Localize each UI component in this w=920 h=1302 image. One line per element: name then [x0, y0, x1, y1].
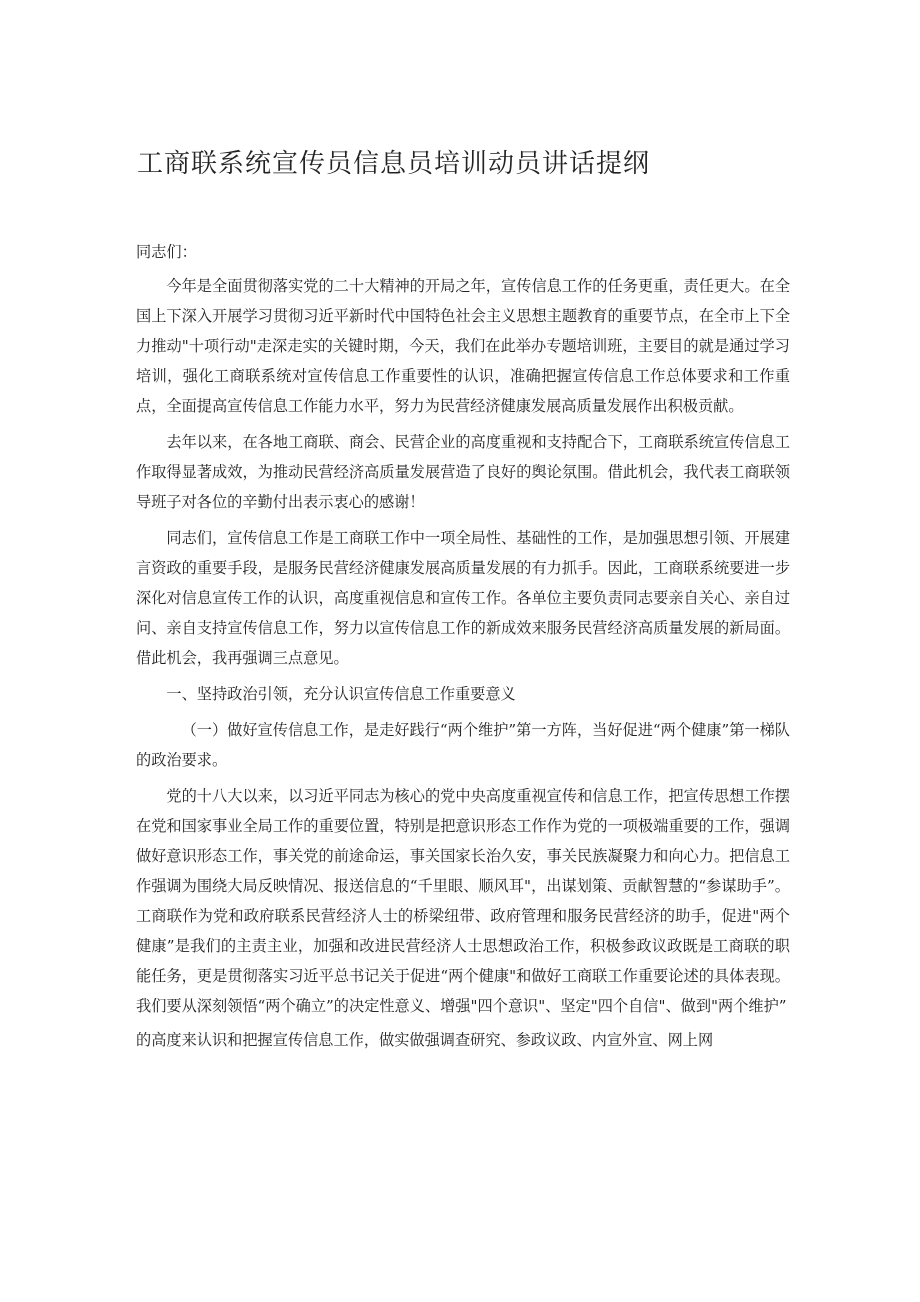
- section-heading-1: 一、坚持政治引领，充分认识宣传信息工作重要意义: [166, 685, 516, 703]
- paragraph-2: 去年以来，在各地工商联、商会、民营企业的高度重视和支持配合下，工商联系统宣传信息工作取得显著成效，为推动民营经济高质量发展营造了良好的舆论氛围。借此机会，我代表工商联领导班子对各位的辛勤付出表示衷心的感谢！: [136, 433, 790, 511]
- paragraph-5-continuation: 的高度来认识和把握宣传信息工作，做实做强调查研究、参政议政、内宣外宣、网上网: [136, 1031, 714, 1049]
- paragraph-4: 党的十八大以来，以习近平同志为核心的党中央高度重视宣传和信息工作，把宣传思想工作摆在党和国家事业全局工作的重要位置，特别是把意识形态工作作为党的一项极端重要的工作，强调做好意识形态工作，事关党的前途命运，事关国家长治久安，事关民族凝聚力和向心力。把信息工作强调为围绕大局反映情况、报送信息的“千里眼、顺风耳"，出谋划策、贡献智慧的“参谋助手”。工商联作为党和政府联系民营经济人士的桥梁纽带、政府管理和服务民营经济的助手，促进"两个健康”是我们的主责主业，加强和改进民营经济人士思想政治工作，积极参政议政既是工商联的职能任务，更是贯彻落实习近平总书记关于促进“两个健康"和做好工商联工作重要论述的具体表现。我们要从深刻领悟“两个确立”的决定性意义、增强"四个意识"、坚定"四个自信"、做到"两个维护”: [136, 787, 790, 1015]
- document-body: [136, 237, 790, 1055]
- document-title: 工商联系统宣传员信息员培训动员讲话提纲: [137, 149, 651, 179]
- paragraph-3: 同志们，宣传信息工作是工商联工作中一项全局性、基础性的工作，是加强思想引领、开展建言资政的重要手段，是服务民营经济健康发展高质量发展的有力抓手。因此，工商联系统要进一步深化对信息宣传工作的认识，高度重视信息和宣传工作。各单位主要负责同志要亲自关心、亲自过问、亲自支持宣传信息工作，努力以宣传信息工作的新成效来服务民营经济高质量发展的新局面。借此机会，我再强调三点意见。: [136, 529, 790, 667]
- paragraph-1: 今年是全面贯彻落实党的二十大精神的开局之年，宣传信息工作的任务更重，责任更大。在全国上下深入开展学习贯彻习近平新时代中国特色社会主义思想主题教育的重要节点，在全市上下全力推动"十项行动"走深走实的关键时期，今天，我们在此举办专题培训班，主要目的就是通过学习培训，强化工商联系统对宣传信息工作重要性的认识，准确把握宣传信息工作总体要求和工作重点，全面提高宣传信息工作能力水平，努力为民营经济健康发展高质量发展作出积极贡献。: [136, 277, 790, 415]
- subsection-heading-1: （一）做好宣传信息工作，是走好践行“两个维护”第一方阵，当好促进“两个健康”第一梯队的政治要求。: [136, 721, 790, 769]
- greeting: 同志们：: [136, 243, 197, 261]
